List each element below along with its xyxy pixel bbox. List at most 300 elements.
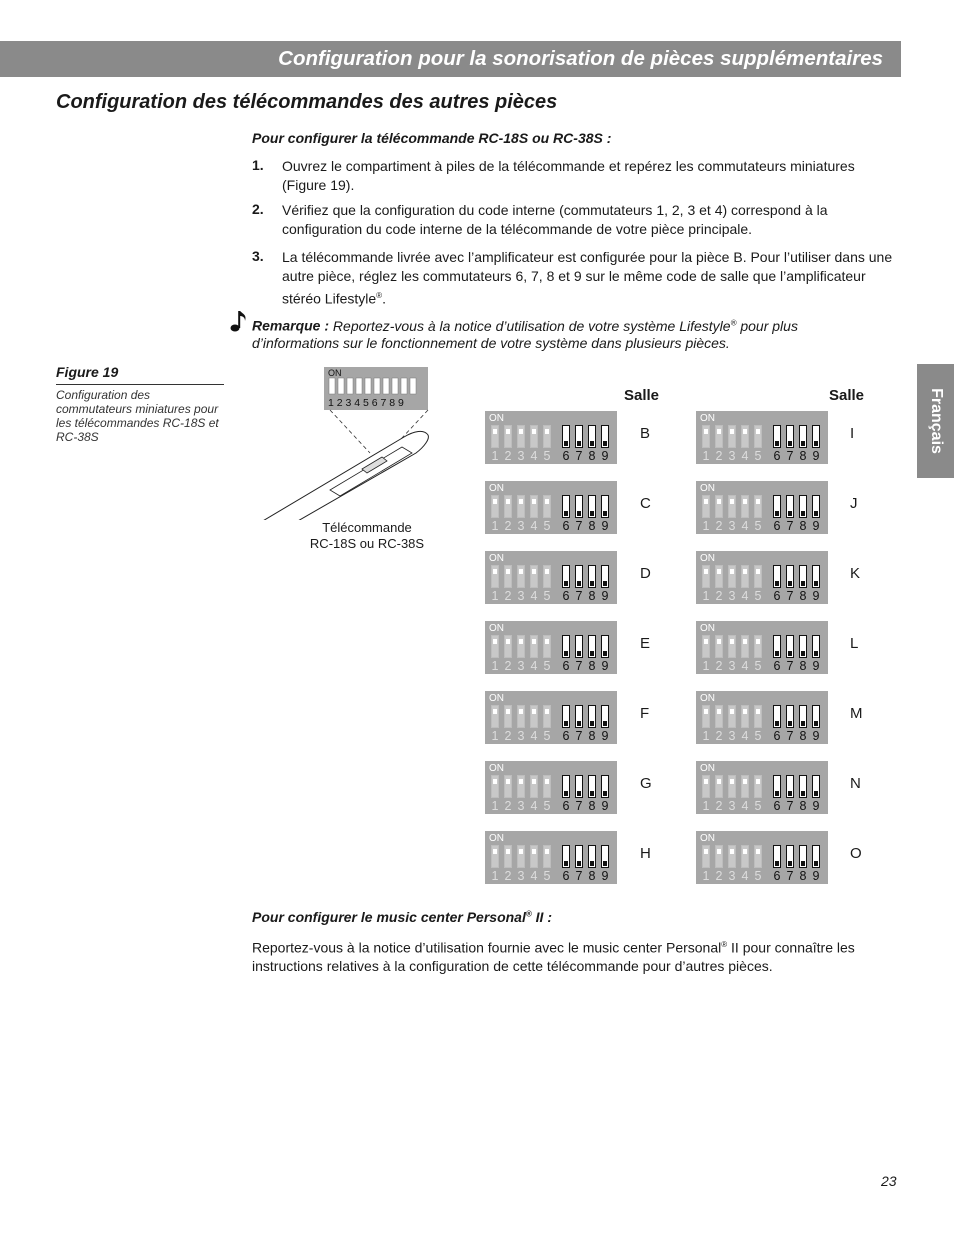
- dip-switch-number: 2: [504, 449, 512, 463]
- dip-switch: [812, 845, 820, 868]
- dip-switch: [491, 565, 499, 588]
- dip-switch-knob: [775, 651, 779, 656]
- dip-switch-number: 3: [728, 869, 736, 883]
- dip-switch-block-i: [696, 411, 828, 464]
- dip-switch-knob: [743, 569, 747, 574]
- dip-switch-knob: [603, 511, 607, 516]
- dip-switch-number: 9: [601, 519, 609, 533]
- dip-switch: [728, 635, 736, 658]
- dip-switch: [799, 565, 807, 588]
- dip-switch-number: 1: [491, 729, 499, 743]
- remote-caption-line2: RC-18S ou RC-38S: [309, 536, 425, 551]
- dip-switch-number: 4: [530, 449, 538, 463]
- dip-switch-knob: [493, 569, 497, 574]
- dip-switch-knob: [756, 849, 760, 854]
- dip-switch: [504, 705, 512, 728]
- dip-switch-number: 7: [575, 799, 583, 813]
- dip-switch-number: 8: [799, 869, 807, 883]
- dip-switch: [715, 565, 723, 588]
- dip-switch-knob: [730, 429, 734, 434]
- dip-switch-knob: [590, 581, 594, 586]
- dip-switch-number: 7: [575, 449, 583, 463]
- dip-switch-knob: [730, 499, 734, 504]
- dip-switch: [702, 705, 710, 728]
- dip-switch: [812, 635, 820, 658]
- dip-switch: [702, 425, 710, 448]
- dip-switch-knob: [756, 709, 760, 714]
- dip-on-label: ON: [700, 553, 715, 564]
- dip-switch-number: 9: [812, 869, 820, 883]
- dip-switch: [491, 635, 499, 658]
- dip-switch-knob: [743, 779, 747, 784]
- dip-switch: [575, 705, 583, 728]
- dip-switch-number: 9: [601, 869, 609, 883]
- dip-switch-knob: [506, 849, 510, 854]
- dip-switch-knob: [519, 639, 523, 644]
- dip-switch: [543, 705, 551, 728]
- dip-switch-block-m: [696, 691, 828, 744]
- dip-switch: [754, 425, 762, 448]
- dip-switch: [728, 495, 736, 518]
- dip-switch-number: 7: [786, 449, 794, 463]
- dip-switch: [754, 565, 762, 588]
- dip-switch-knob: [603, 651, 607, 656]
- dip-switch: [588, 775, 596, 798]
- dip-switch-number: 9: [812, 589, 820, 603]
- dip-switch-knob: [730, 709, 734, 714]
- remote-dip-on-label: ON: [328, 368, 342, 378]
- dip-on-label: ON: [700, 413, 715, 424]
- dip-switch-knob: [801, 791, 805, 796]
- dip-switch: [601, 845, 609, 868]
- dip-switch-knob: [788, 511, 792, 516]
- dip-switch-knob: [704, 709, 708, 714]
- room-letter-i: I: [850, 425, 855, 442]
- dip-switch: [773, 775, 781, 798]
- dip-switch-number: 6: [773, 869, 781, 883]
- figure-label: Figure 19: [56, 364, 224, 385]
- dip-switch: [786, 635, 794, 658]
- dip-switch: [530, 775, 538, 798]
- remote-caption: [300, 520, 434, 552]
- dip-switch-knob: [577, 581, 581, 586]
- dip-switch-knob: [564, 861, 568, 866]
- dip-switch-number: 8: [588, 449, 596, 463]
- dip-switch: [575, 775, 583, 798]
- dip-switch-knob: [756, 429, 760, 434]
- dip-switch-number: 3: [517, 589, 525, 603]
- personal-text: Reportez-vous à la notice d’utilisation fournie avec le music center Personal® II pour connaître les instructions relatives à la configuration de cette télécommande pour d’autres pièces.: [252, 939, 855, 974]
- salle-header-left: Salle: [624, 387, 660, 404]
- dip-switch-knob: [577, 441, 581, 446]
- step-2-text: Vérifiez que la configuration du code interne (commutateurs 1, 2, 3 et 4) correspond à la configuration du code interne de la télécommande de votre pièce principale.: [282, 202, 828, 237]
- dip-switch-number: 9: [812, 659, 820, 673]
- dip-switch-number: 6: [773, 729, 781, 743]
- dip-switch-number: 5: [754, 519, 762, 533]
- note: [252, 314, 872, 353]
- dip-switch-knob: [519, 429, 523, 434]
- dip-switch-number: 9: [812, 729, 820, 743]
- dip-switch: [773, 495, 781, 518]
- dip-switch-knob: [506, 779, 510, 784]
- dip-switch: [588, 705, 596, 728]
- dip-switch-knob: [814, 791, 818, 796]
- room-letter-m: M: [850, 705, 863, 722]
- dip-switch-knob: [545, 569, 549, 574]
- dip-switch-number: 4: [741, 799, 749, 813]
- dip-switch-knob: [717, 779, 721, 784]
- dip-switch-number: 3: [517, 729, 525, 743]
- dip-switch-knob: [775, 721, 779, 726]
- dip-switch-number: 3: [517, 659, 525, 673]
- dip-switch-number: 7: [575, 729, 583, 743]
- dip-switch: [504, 845, 512, 868]
- dip-switch-knob: [577, 511, 581, 516]
- dip-switch-knob: [590, 721, 594, 726]
- dip-switch: [702, 565, 710, 588]
- dip-switch-knob: [756, 499, 760, 504]
- dip-switch: [543, 565, 551, 588]
- dip-switch-number: 9: [601, 449, 609, 463]
- dip-switch: [517, 845, 525, 868]
- dip-on-label: ON: [700, 833, 715, 844]
- dip-switch: [543, 425, 551, 448]
- dip-switch-number: 7: [786, 519, 794, 533]
- dip-switch-knob: [506, 709, 510, 714]
- dip-switch-number: 5: [754, 729, 762, 743]
- dip-switch: [562, 565, 570, 588]
- dip-switch-number: 6: [562, 729, 570, 743]
- dip-switch: [517, 775, 525, 798]
- dip-switch-knob: [756, 569, 760, 574]
- personal-subheading: Pour configurer le music center Personal® II :: [252, 909, 553, 925]
- dip-switch-knob: [717, 569, 721, 574]
- room-letter-e: E: [640, 635, 651, 652]
- dip-switch-number: 2: [715, 869, 723, 883]
- dip-switch-knob: [577, 791, 581, 796]
- dip-switch-knob: [814, 441, 818, 446]
- dip-on-label: ON: [489, 483, 504, 494]
- dip-switch-knob: [577, 721, 581, 726]
- dip-switch-number: 3: [728, 449, 736, 463]
- dip-switch-number: 7: [575, 869, 583, 883]
- dip-switch-knob: [519, 499, 523, 504]
- dip-switch-number: 6: [562, 659, 570, 673]
- dip-switch-number: 1: [491, 869, 499, 883]
- dip-switch-number: 7: [786, 589, 794, 603]
- dip-switch-knob: [532, 849, 536, 854]
- dip-switch-knob: [788, 581, 792, 586]
- note-body: Reportez-vous à la notice d’utilisation de votre système Lifestyle® pour plus d’informations sur le fonctionnement de votre système dans plusieurs pièces.: [252, 317, 798, 352]
- dip-switch-knob: [801, 651, 805, 656]
- dip-switch-number: 6: [773, 519, 781, 533]
- dip-switch: [517, 495, 525, 518]
- dip-switch-knob: [590, 791, 594, 796]
- dip-switch: [715, 845, 723, 868]
- dip-switch-block-c: [485, 481, 617, 534]
- dip-switch-number: 3: [728, 589, 736, 603]
- dip-switch: [715, 635, 723, 658]
- dip-switch: [588, 425, 596, 448]
- dip-switch: [812, 495, 820, 518]
- dip-switch: [812, 425, 820, 448]
- dip-switch: [786, 775, 794, 798]
- dip-switch: [562, 705, 570, 728]
- dip-switch-number: 6: [773, 799, 781, 813]
- dip-switch: [786, 565, 794, 588]
- dip-switch-knob: [775, 581, 779, 586]
- header-banner: [0, 41, 901, 77]
- dip-switch-number: 6: [562, 449, 570, 463]
- dip-on-label: ON: [700, 483, 715, 494]
- step-3-number: 3.: [252, 248, 264, 264]
- dip-switch-knob: [775, 441, 779, 446]
- dip-switch: [728, 425, 736, 448]
- dip-switch: [575, 845, 583, 868]
- dip-switch-knob: [564, 791, 568, 796]
- dip-switch: [601, 635, 609, 658]
- dip-switch-knob: [493, 779, 497, 784]
- dip-switch-block-e: [485, 621, 617, 674]
- dip-switch-number: 8: [588, 589, 596, 603]
- dip-switch-number: 4: [741, 659, 749, 673]
- dip-switch-number: 9: [601, 589, 609, 603]
- room-letter-h: H: [640, 845, 651, 862]
- dip-switch-knob: [493, 639, 497, 644]
- dip-switch-knob: [564, 441, 568, 446]
- dip-switch-number: 2: [715, 659, 723, 673]
- dip-switch: [773, 705, 781, 728]
- dip-switch: [517, 635, 525, 658]
- dip-switch-knob: [577, 651, 581, 656]
- dip-switch-knob: [577, 861, 581, 866]
- dip-switch-number: 8: [799, 659, 807, 673]
- dip-switch-number: 3: [517, 519, 525, 533]
- dip-switch-number: 6: [773, 589, 781, 603]
- dip-switch-number: 5: [543, 799, 551, 813]
- dip-switch-number: 2: [715, 729, 723, 743]
- dip-switch-number: 4: [530, 869, 538, 883]
- salle-header-right: Salle: [829, 387, 865, 404]
- dip-switch-number: 2: [715, 519, 723, 533]
- room-letter-k: K: [850, 565, 861, 582]
- dip-switch-number: 3: [517, 449, 525, 463]
- dip-switch-number: 7: [575, 659, 583, 673]
- step-2-number: 2.: [252, 201, 264, 217]
- dip-switch-knob: [590, 861, 594, 866]
- dip-switch-knob: [730, 639, 734, 644]
- dip-switch-knob: [532, 499, 536, 504]
- dip-on-label: ON: [489, 763, 504, 774]
- dip-switch: [504, 495, 512, 518]
- dip-switch-number: 8: [588, 659, 596, 673]
- dip-switch-knob: [704, 499, 708, 504]
- dip-switch: [702, 635, 710, 658]
- dip-switch-knob: [717, 429, 721, 434]
- dip-switch-knob: [590, 651, 594, 656]
- dip-switch: [786, 425, 794, 448]
- dip-switch-knob: [743, 499, 747, 504]
- dip-switch-number: 7: [786, 729, 794, 743]
- dip-switch-knob: [564, 581, 568, 586]
- dip-switch: [728, 705, 736, 728]
- dip-switch-number: 2: [504, 729, 512, 743]
- dip-switch-knob: [564, 651, 568, 656]
- dip-switch-block-k: [696, 551, 828, 604]
- dip-switch-knob: [519, 849, 523, 854]
- dip-switch-knob: [545, 429, 549, 434]
- dip-switch: [562, 425, 570, 448]
- dip-switch: [799, 495, 807, 518]
- dip-switch: [754, 845, 762, 868]
- dip-switch: [812, 705, 820, 728]
- dip-switch-number: 7: [575, 589, 583, 603]
- dip-switch: [601, 495, 609, 518]
- dip-switch-knob: [730, 569, 734, 574]
- dip-switch: [575, 495, 583, 518]
- dip-switch: [601, 565, 609, 588]
- dip-switch: [588, 495, 596, 518]
- dip-switch-number: 5: [543, 729, 551, 743]
- dip-switch-number: 6: [562, 589, 570, 603]
- dip-switch-knob: [814, 581, 818, 586]
- note-label: Remarque :: [252, 317, 330, 334]
- dip-switch: [741, 635, 749, 658]
- dip-switch-number: 8: [588, 519, 596, 533]
- dip-switch-knob: [704, 779, 708, 784]
- dip-on-label: ON: [489, 623, 504, 634]
- dip-switch-number: 6: [773, 449, 781, 463]
- dip-switch-knob: [704, 429, 708, 434]
- dip-switch-knob: [717, 499, 721, 504]
- dip-switch-knob: [532, 569, 536, 574]
- dip-switch: [588, 635, 596, 658]
- dip-switch-number: 5: [754, 869, 762, 883]
- dip-switch-knob: [775, 511, 779, 516]
- dip-switch-number: 5: [543, 869, 551, 883]
- dip-switch: [812, 565, 820, 588]
- dip-switch-knob: [775, 791, 779, 796]
- dip-switch-number: 3: [728, 729, 736, 743]
- dip-switch-number: 7: [575, 519, 583, 533]
- dip-on-label: ON: [700, 693, 715, 704]
- dip-switch-number: 4: [530, 589, 538, 603]
- dip-switch-number: 5: [754, 589, 762, 603]
- dip-switch-knob: [493, 849, 497, 854]
- dip-switch-knob: [704, 849, 708, 854]
- dip-switch: [741, 565, 749, 588]
- room-letter-n: N: [850, 775, 861, 792]
- dip-switch: [741, 425, 749, 448]
- dip-switch-block-b: [485, 411, 617, 464]
- dip-switch-number: 1: [702, 659, 710, 673]
- dip-switch-knob: [519, 709, 523, 714]
- dip-switch-number: 1: [702, 729, 710, 743]
- dip-switch: [773, 425, 781, 448]
- dip-switch-number: 9: [812, 519, 820, 533]
- dip-switch-knob: [788, 791, 792, 796]
- room-letter-c: C: [640, 495, 651, 512]
- remote-dip-numbers: 1 2 3 4 5 6 7 8 9: [328, 397, 404, 409]
- dip-switch-number: 7: [786, 799, 794, 813]
- dip-switch-number: 1: [702, 869, 710, 883]
- dip-switch-number: 9: [812, 799, 820, 813]
- dip-switch: [715, 425, 723, 448]
- dip-switch-number: 5: [754, 659, 762, 673]
- dip-switch-number: 3: [728, 519, 736, 533]
- dip-switch-number: 1: [491, 519, 499, 533]
- dip-switch: [491, 705, 499, 728]
- dip-switch: [728, 565, 736, 588]
- dip-switch-number: 1: [702, 799, 710, 813]
- dip-switch: [786, 705, 794, 728]
- dip-switch: [715, 775, 723, 798]
- dip-switch-number: 3: [728, 799, 736, 813]
- dip-switch: [728, 775, 736, 798]
- dip-on-label: ON: [489, 833, 504, 844]
- dip-switch-knob: [801, 511, 805, 516]
- dip-switch-number: 4: [741, 519, 749, 533]
- dip-switch: [517, 565, 525, 588]
- dip-switch-knob: [590, 441, 594, 446]
- dip-switch-knob: [743, 639, 747, 644]
- dip-switch-knob: [506, 639, 510, 644]
- dip-switch: [741, 845, 749, 868]
- dip-switch-knob: [801, 861, 805, 866]
- dip-switch: [530, 705, 538, 728]
- dip-switch: [715, 705, 723, 728]
- dip-switch-knob: [730, 849, 734, 854]
- dip-switch-number: 1: [491, 589, 499, 603]
- dip-switch-number: 8: [799, 589, 807, 603]
- dip-switch-number: 3: [517, 799, 525, 813]
- dip-switch-number: 2: [504, 869, 512, 883]
- dip-switch: [562, 495, 570, 518]
- dip-switch: [741, 495, 749, 518]
- dip-switch-number: 4: [741, 729, 749, 743]
- dip-switch-number: 7: [786, 659, 794, 673]
- dip-switch: [715, 495, 723, 518]
- dip-switch-knob: [717, 849, 721, 854]
- dip-switch-number: 4: [741, 449, 749, 463]
- dip-switch-number: 9: [812, 449, 820, 463]
- dip-on-label: ON: [489, 553, 504, 564]
- room-letter-o: O: [850, 845, 862, 862]
- dip-switch: [754, 635, 762, 658]
- section-title: Configuration des télécommandes des autres pièces: [56, 91, 558, 113]
- dip-switch-number: 7: [786, 869, 794, 883]
- dip-switch: [562, 775, 570, 798]
- dip-switch-knob: [493, 429, 497, 434]
- dip-switch-number: 1: [491, 449, 499, 463]
- dip-switch-number: 2: [504, 519, 512, 533]
- room-letter-f: F: [640, 705, 650, 722]
- dip-switch: [601, 775, 609, 798]
- dip-switch: [799, 775, 807, 798]
- step-1-number: 1.: [252, 157, 264, 173]
- dip-switch: [575, 565, 583, 588]
- dip-switch: [504, 635, 512, 658]
- dip-switch-number: 6: [562, 799, 570, 813]
- dip-switch-knob: [814, 721, 818, 726]
- dip-switch-number: 5: [754, 449, 762, 463]
- dip-switch-knob: [564, 511, 568, 516]
- dip-switch-number: 5: [543, 519, 551, 533]
- dip-switch: [588, 845, 596, 868]
- dip-switch: [491, 425, 499, 448]
- dip-switch: [543, 845, 551, 868]
- dip-switch-knob: [532, 709, 536, 714]
